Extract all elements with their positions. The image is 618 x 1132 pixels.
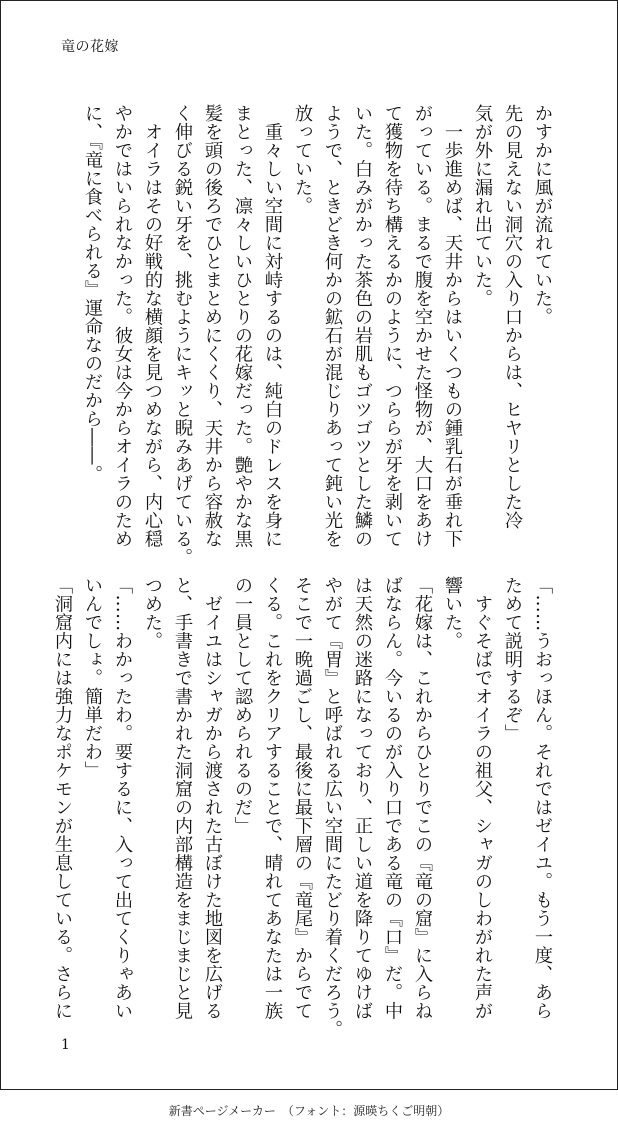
text-line: ゼイユはシャガから渡された古ぼけた地図を広げる — [202, 576, 223, 1020]
text-line: 気が外に漏れ出ていた。 — [472, 104, 493, 308]
text-line: いんでしょ。簡単だわ」 — [82, 576, 103, 780]
text-line: やがて『胃』と呼ばれる広い空間にたどり着くだろう。 — [322, 576, 343, 1039]
text-line: やかではいられなかった。彼女は今からオイラのため — [112, 104, 133, 548]
footer-caption: 新書ページメーカー （フォント：源暎ちくご明朝） — [168, 1104, 450, 1118]
text-line: 「花嫁は、これからひとりでこの『竜の窟』に入らね — [412, 576, 433, 1020]
text-line: に、『竜に食べられる』運命なのだから――。 — [82, 104, 103, 484]
text-line: て獲物を待ち構えるかのように、つららが牙を剥いて — [382, 104, 403, 548]
text-line: いた。白みがかった茶色の岩肌もゴツゴツとした鱗の — [352, 104, 373, 548]
text-line: そこで一晩過ごし、最後に最下層の『竜尾』からでて — [292, 576, 313, 1020]
book-title: 竜の花嫁 — [61, 39, 119, 55]
text-line: ためて説明するぞ」 — [502, 576, 523, 743]
text-line: ばならん。今いるのが入り口である竜の『口』だ。中 — [382, 576, 403, 1020]
text-line: 先の見えない洞穴の入り口からは、ヒヤリとした冷 — [502, 104, 523, 530]
text-line: つめた。 — [142, 576, 163, 650]
text-line: は天然の迷路になっており、正しい道を降りてゆけば — [352, 576, 373, 1020]
text-line: の一員として認められるのだ」 — [232, 576, 253, 835]
text-line: がっている。まるで腹を空かせた怪物が、大口をあけ — [412, 104, 433, 548]
text-line: ようで、ときどき何かの鉱石が混じりあって鈍い光を — [322, 104, 343, 548]
text-line: 「……うおっほん。それではゼイユ。もう一度、あら — [532, 576, 553, 1020]
text-line: 一歩進めば、天井からはいくつもの鍾乳石が垂れ下 — [442, 104, 463, 548]
page-number: 1 — [61, 1037, 70, 1053]
text-line: すぐそばでオイラの祖父、シャガのしわがれた声が — [472, 576, 493, 1020]
text-line: く伸びる鋭い牙を、挑むようにキッと睨みあげている。 — [172, 104, 193, 567]
text-line: 放っていた。 — [292, 104, 313, 215]
text-line: オイラはその好戦的な横顔を見つめながら、内心穏 — [142, 104, 163, 548]
text-line: かすかに風が流れていた。 — [532, 104, 553, 326]
text-line: 髪を頭の後ろでひとまとめにくくり、天井から容赦な — [202, 104, 223, 548]
text-line: くる。これをクリアすることで、晴れてあなたは一族 — [262, 576, 283, 1020]
text-line: 重々しい空間に対峙するのは、純白のドレスを身に — [262, 104, 283, 548]
lower-text-block — [47, 576, 557, 1039]
text-line: 「……わかったわ。要するに、入って出てくりゃあい — [112, 576, 133, 1020]
text-line: まとった、凛々しいひとりの花嫁だった。艶やかな黒 — [232, 104, 253, 548]
text-line: と、手書きで書かれた洞窟の内部構造をまじまじと見 — [172, 576, 193, 1020]
upper-text-block — [77, 104, 557, 567]
text-line: 響いた。 — [442, 576, 463, 650]
text-line: 「洞窟内には強力なポケモンが生息している。さらに — [52, 576, 73, 1020]
